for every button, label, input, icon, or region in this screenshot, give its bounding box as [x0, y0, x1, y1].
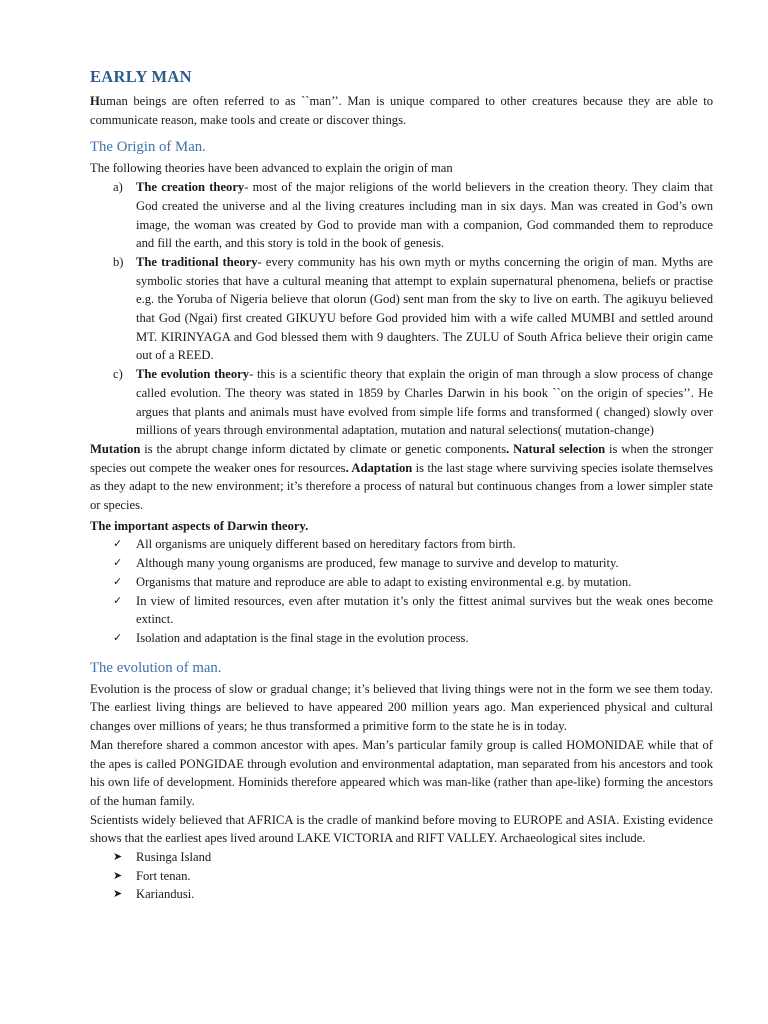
check-mark-icon: ✓: [113, 537, 123, 551]
origin-lead: The following theories have been advanced to explain the origin of man: [90, 161, 453, 176]
list-item: [90, 573, 713, 592]
site-name: Rusinga Island: [136, 850, 212, 865]
arrowhead-bullet-icon: ➤: [113, 887, 123, 901]
check-mark-icon: ✓: [113, 593, 123, 607]
list-marker: b): [113, 254, 124, 269]
list-marker: a): [113, 180, 123, 195]
list-item: [90, 629, 713, 648]
definitions-paragraph: [90, 440, 713, 515]
site-name: Fort tenan.: [136, 868, 191, 883]
list-item: [90, 848, 713, 867]
aspect-text: All organisms are uniquely different based on hereditary factors from birth.: [136, 537, 516, 552]
natural-selection-text: is when the stronger species out compete the weaker ones for resources: [90, 441, 713, 475]
theory-item: [90, 365, 713, 440]
aspect-text: Organisms that mature and reproduce are able to adapt to existing environmental e.g. by mutation.: [136, 574, 632, 589]
theory-term: The traditional theory: [136, 254, 258, 269]
adaptation-term: . Adaptation: [345, 460, 413, 475]
intro-initial: H: [90, 94, 100, 108]
aspects-heading: The important aspects of Darwin theory.: [90, 518, 309, 533]
aspect-text: In view of limited resources, even after mutation it’s only the fittest animal survives but the weak ones become extinct.: [136, 593, 713, 627]
list-item: [90, 554, 713, 573]
arrowhead-bullet-icon: ➤: [113, 868, 123, 882]
adaptation-text: is the last stage where surviving species isolate themselves as they adapt to the new environment; it’s therefore a process of natural but continuous changes from a lower simpler state or species.: [90, 460, 713, 513]
evolution-paragraph: Scientists widely believed that AFRICA is the cradle of mankind before moving to EUROPE and ASIA. Existing evidence shows that the earliest apes lived around LAKE VICTORIA and RIFT VALLEY. Archaeological sites include.: [90, 812, 713, 846]
theory-text: - this is a scientific theory that explain the origin of man through a slow process of change called evolution. The theory was stated in 1859 by Charles Darwin in his book ``on the origin of species’’. He argues that plants and animals must have evolved from simple life forms and transformed ( changed) slowly over millions of years through environmental adaptation, mutation and natural selections( mutation-change): [136, 367, 713, 438]
list-item: [90, 535, 713, 554]
natural-selection-term: . Natural selection: [506, 441, 606, 456]
evolution-heading: The evolution of man.: [90, 659, 222, 676]
theory-term: The evolution theory: [136, 367, 250, 382]
theory-text: - every community has his own myth or myths concerning the origin of man. Myths are symbolic stories that have a cultural meaning that attempt to explain supernatural phenomena, beliefs or practise e.g. the Yoruba of Nigeria believe that olorun (God) sent man from the sky to live on earth. The agikuyu believed that God (Ngai) first created GIKUYU before God provided him with a wife called MUMBI and settled around MT. KIRINYAGA and God blessed them with 9 daughters. The ZULU of South Africa believe their origin came out of a REED.: [136, 254, 713, 363]
evolution-paragraph: Evolution is the process of slow or gradual change; it’s believed that living things were not in the form we see them today. The earliest living things are believed to have appeared 200 million years ago. Man experienced physical and cultural changes over millions of years; he thus transformed a primitive form to the state he is in today.: [90, 681, 713, 734]
arrowhead-bullet-icon: ➤: [113, 850, 123, 864]
aspects-list: [90, 535, 713, 647]
check-mark-icon: ✓: [113, 630, 123, 644]
check-mark-icon: ✓: [113, 556, 123, 570]
theory-term: The creation theory: [136, 180, 245, 195]
list-item: [90, 885, 713, 904]
intro-text: uman beings are often referred to as ``man’’. Man is unique compared to other creatures because they are able to communicate reason, make tools and create or discover things.: [90, 94, 713, 127]
list-item: [90, 867, 713, 886]
mutation-term: Mutation: [90, 441, 141, 456]
intro-paragraph: [90, 92, 713, 129]
list-marker: c): [113, 367, 123, 382]
site-name: Kariandusi.: [136, 887, 195, 902]
origin-heading: The Origin of Man.: [90, 139, 206, 156]
document-title: EARLY MAN: [90, 67, 192, 86]
evolution-paragraph: Man therefore shared a common ancestor with apes. Man’s particular family group is called HOMONIDAE while that of the apes is called PONGIDAE through evolution and environmental adaptation, man separated from his ancestors and took his own life of development. Hominids therefore appeared which was man-like (rather than ape-like) forming the ancestors of the human family.: [90, 737, 713, 808]
theories-list: [90, 178, 713, 440]
mutation-text: is the abrupt change inform dictated by climate or genetic components: [140, 441, 507, 456]
theory-item: [90, 253, 713, 365]
list-item: [90, 592, 713, 629]
check-mark-icon: ✓: [113, 574, 123, 588]
theory-text: - most of the major religions of the world believers in the creation theory. They claim that God created the universe and al the living creatures including man in six days. Man was created in God’s own image, the woman was created by God to provide man with a companion, God commanded them to reproduce and fill the earth, and this story is told in the book of genesis.: [136, 180, 714, 251]
aspect-text: Although many young organisms are produced, few manage to survive and develop to maturity.: [136, 556, 619, 571]
theory-item: [90, 178, 713, 253]
sites-list: [90, 848, 713, 904]
aspect-text: Isolation and adaptation is the final stage in the evolution process.: [136, 630, 469, 645]
